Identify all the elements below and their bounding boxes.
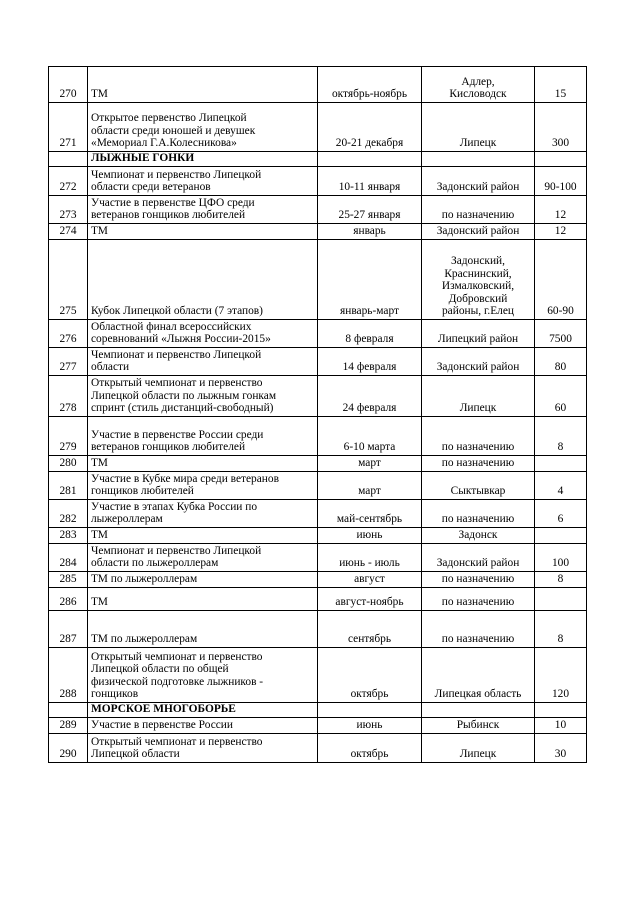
event-date-cell [318,376,422,417]
event-name-cell [88,67,318,103]
participants-cell [535,196,587,224]
num-text: 275 [59,305,77,318]
event-date-cell [318,588,422,611]
event-date-cell [318,240,422,320]
participants-cell [535,167,587,196]
num-text: 276 [59,333,77,346]
num-text: 281 [59,485,77,498]
date-text: июнь - июль [339,557,400,570]
table-row [49,648,587,703]
name-text: Участие в первенстве России [91,719,233,732]
place-text: Задонский район [436,181,520,194]
participants-cell [535,472,587,500]
num-text: 288 [59,688,77,701]
qty-text: 12 [554,225,567,238]
num-text: 290 [59,748,77,761]
event-name-cell [88,528,318,544]
date-text: июнь [356,529,383,542]
row-number-cell [49,572,88,588]
date-text: сентябрь [347,633,392,646]
qty-text: 15 [554,88,567,101]
name-text: ТМ [91,457,108,470]
event-name-cell [88,472,318,500]
event-place-cell [422,417,535,456]
event-name-cell [88,417,318,456]
name-text: Участие в этапах Кубка России по лыжероллерам [91,500,258,526]
row-number-cell [49,376,88,417]
event-name-cell [88,456,318,472]
participants-cell [535,718,587,734]
qty-text: 100 [551,557,570,570]
num-text: 274 [59,225,77,238]
qty-text: 120 [551,688,570,701]
date-text: 8 февраля [345,333,394,346]
row-number-cell [49,611,88,648]
qty-text: 80 [554,361,567,374]
event-date-cell [318,152,422,167]
place-text: Задонский район [436,361,520,374]
name-text: ТМ по лыжероллерам [91,573,198,586]
name-text: Участие в первенстве ЦФО среди ветеранов гонщиков любителей [91,196,255,222]
row-number-cell [49,472,88,500]
table-row [49,224,587,240]
qty-text: 60-90 [547,305,574,318]
event-place-cell [422,240,535,320]
table-row [49,588,587,611]
event-date-cell [318,417,422,456]
qty-text: 10 [554,719,567,732]
place-text: Задонский район [436,225,520,238]
row-number-cell [49,103,88,152]
row-number-cell [49,224,88,240]
section-row [49,152,587,167]
event-place-cell [422,544,535,572]
participants-cell [535,572,587,588]
participants-cell [535,611,587,648]
num-text: 278 [59,402,77,415]
table-row [49,528,587,544]
name-text: Чемпионат и первенство Липецкой области [91,348,262,374]
participants-cell [535,734,587,763]
event-name-cell [88,648,318,703]
participants-cell [535,417,587,456]
qty-text: 90-100 [544,181,577,194]
event-date-cell [318,611,422,648]
date-text: 10-11 января [338,181,401,194]
date-text: январь-март [339,305,399,318]
event-place-cell [422,196,535,224]
date-text: 20-21 декабря [335,137,404,150]
event-date-cell [318,67,422,103]
event-date-cell [318,572,422,588]
table-row [49,718,587,734]
num-text: 283 [59,529,77,542]
participants-cell [535,320,587,348]
event-date-cell [318,456,422,472]
date-text: июнь [356,719,383,732]
table-row [49,167,587,196]
name-text: Открытый чемпионат и первенство Липецкой области по общей физической подготовке лыжников - гонщиков [91,650,264,701]
name-text: Областной финал всероссийских соревнований «Лыжня России-2015» [91,320,271,346]
place-text: Рыбинск [456,719,500,732]
row-number-cell [49,703,88,718]
event-place-cell [422,152,535,167]
num-text: 287 [59,633,77,646]
section-title-cell [88,152,318,167]
event-date-cell [318,544,422,572]
participants-cell [535,648,587,703]
row-number-cell [49,196,88,224]
section-row [49,703,587,718]
date-text: март [358,485,381,498]
event-date-cell [318,472,422,500]
event-place-cell [422,67,535,103]
qty-text: 30 [554,748,567,761]
event-date-cell [318,718,422,734]
date-text: 24 февраля [342,402,397,415]
place-text: по назначению [441,441,515,454]
event-place-cell [422,224,535,240]
event-date-cell [318,103,422,152]
event-place-cell [422,376,535,417]
participants-cell [535,588,587,611]
participants-cell [535,348,587,376]
num-text: 285 [59,573,77,586]
event-place-cell [422,528,535,544]
qty-text: 8 [557,633,564,646]
participants-cell [535,528,587,544]
event-date-cell [318,167,422,196]
qty-text: 8 [557,573,564,586]
place-text: по назначению [441,457,515,470]
event-name-cell [88,103,318,152]
name-text: ТМ по лыжероллерам [91,633,198,646]
table-row [49,320,587,348]
table-row [49,611,587,648]
num-text: 286 [59,596,77,609]
participants-cell [535,224,587,240]
participants-cell [535,703,587,718]
table-row [49,500,587,528]
num-text: 271 [59,137,77,150]
table-row [49,196,587,224]
name-text: МОРСКОЕ МНОГОБОРЬЕ [91,703,236,716]
event-date-cell [318,348,422,376]
date-text: октябрь [350,748,389,761]
table-row [49,572,587,588]
row-number-cell [49,588,88,611]
event-place-cell [422,611,535,648]
place-text: Липецк [459,748,497,761]
qty-text: 12 [554,209,567,222]
row-number-cell [49,240,88,320]
row-number-cell [49,544,88,572]
event-name-cell [88,224,318,240]
qty-text: 8 [557,441,564,454]
event-name-cell [88,500,318,528]
num-text: 270 [59,88,77,101]
num-text: 273 [59,209,77,222]
participants-cell [535,376,587,417]
participants-cell [535,456,587,472]
event-place-cell [422,572,535,588]
participants-cell [535,240,587,320]
event-date-cell [318,500,422,528]
date-text: март [358,457,381,470]
participants-cell [535,544,587,572]
row-number-cell [49,718,88,734]
event-name-cell [88,544,318,572]
name-text: ТМ [91,225,108,238]
name-text: ТМ [91,88,108,101]
name-text: ТМ [91,529,108,542]
event-date-cell [318,196,422,224]
table-row [49,456,587,472]
event-place-cell [422,472,535,500]
event-date-cell [318,224,422,240]
place-text: Липецк [459,137,497,150]
event-place-cell [422,167,535,196]
participants-cell [535,152,587,167]
event-date-cell [318,703,422,718]
qty-text: 300 [551,137,570,150]
table-row [49,472,587,500]
table-row [49,417,587,456]
qty-text: 6 [557,513,564,526]
date-text: август [354,573,385,586]
name-text: ЛЫЖНЫЕ ГОНКИ [91,152,195,165]
event-place-cell [422,718,535,734]
place-text: Задонск [458,529,498,542]
name-text: Открытое первенство Липецкой области среди юношей и девушек «Мемориал Г.А.Колесникова» [91,112,256,150]
row-number-cell [49,648,88,703]
participants-cell [535,500,587,528]
qty-text: 4 [557,485,564,498]
event-name-cell [88,240,318,320]
place-text: по назначению [441,209,515,222]
event-name-cell [88,167,318,196]
event-name-cell [88,196,318,224]
name-text: Чемпионат и первенство Липецкой области среди ветеранов [91,168,262,194]
num-text: 277 [59,361,77,374]
date-text: август-ноябрь [335,596,404,609]
place-text: по назначению [441,573,515,586]
date-text: 25-27 января [338,209,401,222]
row-number-cell [49,320,88,348]
event-place-cell [422,456,535,472]
event-place-cell [422,348,535,376]
row-number-cell [49,348,88,376]
date-text: октябрь-ноябрь [331,88,408,101]
event-name-cell [88,376,318,417]
name-text: Кубок Липецкой области (7 этапов) [91,305,263,318]
name-text: Открытый чемпионат и первенство Липецкой области [91,735,263,761]
event-place-cell [422,500,535,528]
event-date-cell [318,528,422,544]
table-row [49,348,587,376]
events-table [48,66,587,763]
event-place-cell [422,103,535,152]
num-text: 289 [59,719,77,732]
row-number-cell [49,500,88,528]
num-text: 282 [59,513,77,526]
section-title-cell [88,703,318,718]
event-place-cell [422,648,535,703]
qty-text: 60 [554,402,567,415]
place-text: Липецк [459,402,497,415]
event-name-cell [88,718,318,734]
table-row [49,376,587,417]
event-date-cell [318,734,422,763]
event-place-cell [422,588,535,611]
place-text: по назначению [441,513,515,526]
place-text: Адлер, Кисловодск [449,75,507,101]
place-text: по назначению [441,596,515,609]
name-text: ТМ [91,596,108,609]
event-date-cell [318,320,422,348]
num-text: 280 [59,457,77,470]
event-name-cell [88,348,318,376]
table-row [49,67,587,103]
row-number-cell [49,67,88,103]
participants-cell [535,103,587,152]
qty-text: 7500 [549,333,572,346]
num-text: 279 [59,441,77,454]
document-page [48,66,587,763]
name-text: Участие в Кубке мира среди ветеранов гонщиков любителей [91,472,279,498]
event-name-cell [88,734,318,763]
name-text: Чемпионат и первенство Липецкой области по лыжероллерам [91,544,262,570]
row-number-cell [49,167,88,196]
table-row [49,240,587,320]
date-text: май-сентябрь [336,513,403,526]
num-text: 284 [59,557,77,570]
row-number-cell [49,456,88,472]
events-table-body [49,67,587,763]
event-place-cell [422,320,535,348]
date-text: октябрь [350,688,389,701]
date-text: 14 февраля [342,361,397,374]
place-text: по назначению [441,633,515,646]
num-text: 272 [59,181,77,194]
name-text: Открытый чемпионат и первенство Липецкой области по лыжным гонкам спринт (стиль дистанций-свободный) [91,377,277,415]
table-row [49,734,587,763]
event-place-cell [422,703,535,718]
place-text: Задонский район [436,557,520,570]
place-text: Сыктывкар [450,485,506,498]
event-name-cell [88,588,318,611]
event-name-cell [88,572,318,588]
row-number-cell [49,734,88,763]
participants-cell [535,67,587,103]
table-row [49,103,587,152]
row-number-cell [49,152,88,167]
row-number-cell [49,528,88,544]
event-place-cell [422,734,535,763]
place-text: Задонский, Краснинский, Измалковский, Добровский районы, г.Елец [441,255,515,318]
event-name-cell [88,611,318,648]
table-row [49,544,587,572]
place-text: Липецкий район [437,333,519,346]
place-text: Липецкая область [434,688,522,701]
row-number-cell [49,417,88,456]
name-text: Участие в первенстве России среди ветеранов гонщиков любителей [91,428,264,454]
date-text: 6-10 марта [343,441,396,454]
date-text: январь [353,225,386,238]
event-date-cell [318,648,422,703]
event-name-cell [88,320,318,348]
